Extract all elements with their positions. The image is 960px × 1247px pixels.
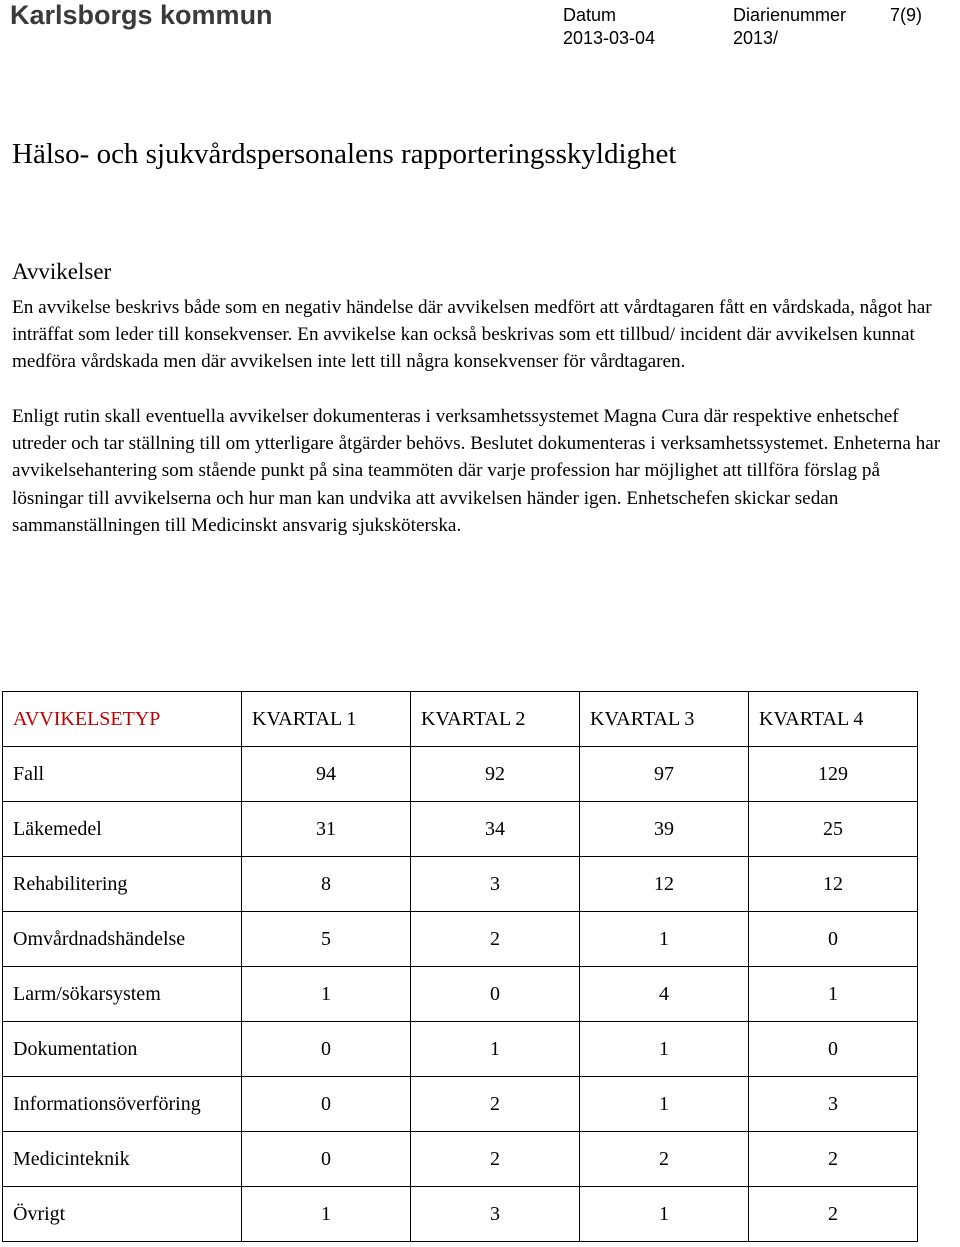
quarter-2-value-cell	[411, 747, 580, 802]
quarter-2-value: 2	[490, 927, 500, 950]
deviation-type-cell: Övrigt	[3, 1187, 242, 1242]
quarter-4-value-cell	[749, 1132, 918, 1187]
quarter-4-value-cell	[749, 967, 918, 1022]
quarter-3-value-cell	[580, 1077, 749, 1132]
date-value: 2013-03-04	[563, 28, 656, 48]
table-row	[3, 1022, 918, 1077]
municipality-logo: Karlsborgs kommun	[10, 0, 273, 30]
table-row	[3, 1187, 918, 1242]
quarter-1-value: 1	[321, 1202, 331, 1225]
table-row	[3, 912, 918, 967]
diarienummer-label: Diarienummer	[733, 5, 847, 25]
table-row	[3, 857, 918, 912]
quarter-1-value-cell	[242, 1187, 411, 1242]
table-header-row	[3, 692, 918, 747]
table-row	[3, 802, 918, 857]
table-row	[3, 747, 918, 802]
deviation-type-cell: Informationsöverföring	[3, 1077, 242, 1132]
quarter-1-value: 0	[321, 1037, 331, 1060]
quarter-2-value-cell	[411, 1132, 580, 1187]
quarter-1-value-cell	[242, 747, 411, 802]
table-row	[3, 1132, 918, 1187]
date-label: Datum	[563, 5, 617, 25]
quarter-1-value-cell	[242, 967, 411, 1022]
column-header-q4: KVARTAL 4	[749, 692, 918, 747]
quarter-2-value: 34	[485, 817, 505, 840]
paragraph-routine: Enligt rutin skall eventuella avvikelser dokumenteras i verksamhetssystemet Magna Cura där respektive enhetschef utreder och tar ställning till om ytterligare åtgärder behövs. Beslutet dokumenteras i verksamhetssystemet. Enheterna har avvikelsehantering som stående punkt på sina teammöten där varje profession har möjlighet att tillföra förslag på lösningar till avvikelserna och hur man kan undvika att avvikelsen händer igen. Enhetschefen skickar sedan sammanställningen till Medicinskt ansvarig sjuksköterska.	[12, 406, 941, 536]
quarter-1-value: 0	[321, 1147, 331, 1170]
quarter-3-value: 12	[654, 872, 674, 895]
quarter-1-value-cell	[242, 802, 411, 857]
quarter-4-value: 2	[828, 1147, 838, 1170]
quarter-2-value: 3	[490, 1202, 500, 1225]
quarter-2-value: 3	[490, 872, 500, 895]
table-body	[3, 747, 918, 1242]
quarter-2-value-cell	[411, 802, 580, 857]
quarter-3-value: 1	[659, 1037, 669, 1060]
quarter-1-value: 8	[321, 872, 331, 895]
section-heading: Avvikelser	[12, 259, 112, 284]
deviation-type-cell: Medicinteknik	[3, 1132, 242, 1187]
quarter-4-value: 1	[828, 982, 838, 1005]
deviation-type-cell: Larm/sökarsystem	[3, 967, 242, 1022]
table-row	[3, 1077, 918, 1132]
page-number: 7(9)	[890, 5, 923, 25]
quarter-3-value-cell	[580, 1187, 749, 1242]
quarter-2-value-cell	[411, 1022, 580, 1077]
quarter-1-value-cell	[242, 857, 411, 912]
quarter-2-value-cell	[411, 1187, 580, 1242]
quarter-2-value-cell	[411, 912, 580, 967]
quarter-1-value: 1	[321, 982, 331, 1005]
table-row	[3, 967, 918, 1022]
page-header	[0, 0, 960, 60]
quarter-3-value: 2	[659, 1147, 669, 1170]
quarter-3-value: 1	[659, 927, 669, 950]
quarter-4-value-cell	[749, 747, 918, 802]
quarter-3-value-cell	[580, 912, 749, 967]
quarter-2-value-cell	[411, 1077, 580, 1132]
column-header-type: AVVIKELSETYP	[3, 692, 242, 747]
quarter-3-value-cell	[580, 802, 749, 857]
quarter-3-value-cell	[580, 747, 749, 802]
quarter-1-value: 31	[316, 817, 336, 840]
quarter-4-value: 12	[823, 872, 843, 895]
quarter-1-value-cell	[242, 912, 411, 967]
quarter-4-value: 0	[828, 1037, 838, 1060]
quarter-4-value-cell	[749, 1022, 918, 1077]
quarter-1-value-cell	[242, 1132, 411, 1187]
quarter-2-value-cell	[411, 857, 580, 912]
quarter-1-value-cell	[242, 1022, 411, 1077]
quarter-4-value: 25	[823, 817, 843, 840]
quarter-1-value: 5	[321, 927, 331, 950]
deviation-type-cell: Omvårdnadshändelse	[3, 912, 242, 967]
deviation-table	[2, 691, 918, 1242]
quarter-3-value: 1	[659, 1202, 669, 1225]
quarter-4-value-cell	[749, 857, 918, 912]
quarter-4-value-cell	[749, 802, 918, 857]
quarter-3-value-cell	[580, 1022, 749, 1077]
quarter-1-value: 94	[316, 762, 336, 785]
paragraph-definition: En avvikelse beskrivs både som en negativ händelse där avvikelsen medfört att vårdtagaren fått en vårdskada, något har inträffat som leder till konsekvenser. En avvikelse kan också beskrivas som ett tillbud/ incident där avvikelsen kunnat medföra vårdskada men där avvikelsen inte lett till några konsekvenser för vårdtagaren.	[12, 297, 932, 373]
column-header-q2: KVARTAL 2	[411, 692, 580, 747]
quarter-2-value: 1	[490, 1037, 500, 1060]
quarter-4-value: 129	[818, 762, 848, 785]
column-header-q3: KVARTAL 3	[580, 692, 749, 747]
quarter-2-value: 2	[490, 1147, 500, 1170]
quarter-3-value-cell	[580, 857, 749, 912]
quarter-4-value: 0	[828, 927, 838, 950]
quarter-3-value-cell	[580, 1132, 749, 1187]
page-title: Hälso- och sjukvårdspersonalens rapporteringsskyldighet	[12, 138, 677, 170]
quarter-4-value-cell	[749, 1077, 918, 1132]
quarter-1-value: 0	[321, 1092, 331, 1115]
quarter-2-value: 2	[490, 1092, 500, 1115]
quarter-4-value-cell	[749, 912, 918, 967]
quarter-4-value: 3	[828, 1092, 838, 1115]
diarienummer-value: 2013/	[733, 28, 779, 48]
quarter-1-value-cell	[242, 1077, 411, 1132]
quarter-4-value: 2	[828, 1202, 838, 1225]
quarter-3-value-cell	[580, 967, 749, 1022]
deviation-type-cell: Läkemedel	[3, 802, 242, 857]
quarter-3-value: 39	[654, 817, 674, 840]
quarter-4-value-cell	[749, 1187, 918, 1242]
column-header-q1: KVARTAL 1	[242, 692, 411, 747]
quarter-2-value: 92	[485, 762, 505, 785]
deviation-type-cell: Dokumentation	[3, 1022, 242, 1077]
quarter-2-value: 0	[490, 982, 500, 1005]
quarter-3-value: 1	[659, 1092, 669, 1115]
quarter-3-value: 97	[654, 762, 674, 785]
quarter-2-value-cell	[411, 967, 580, 1022]
quarter-3-value: 4	[659, 982, 669, 1005]
deviation-type-cell: Fall	[3, 747, 242, 802]
deviation-type-cell: Rehabilitering	[3, 857, 242, 912]
